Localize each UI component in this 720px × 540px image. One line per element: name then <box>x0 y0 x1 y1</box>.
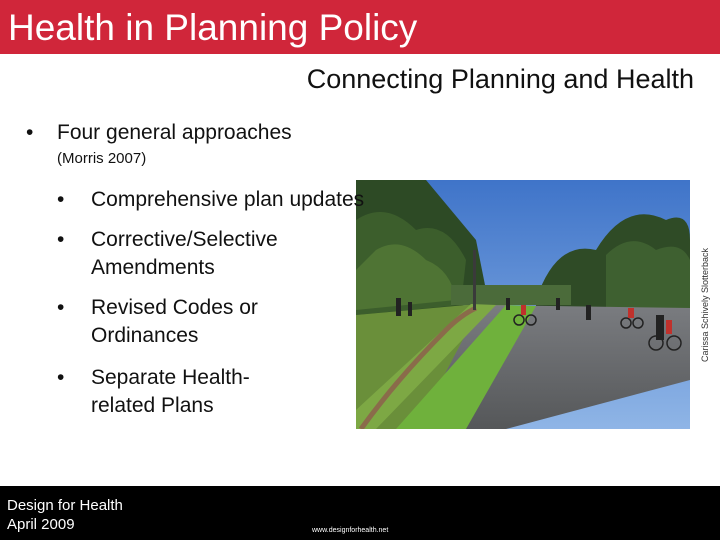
title-bar <box>0 0 720 54</box>
bullet-dot: • <box>26 121 34 144</box>
list-item-text-line2: Ordinances <box>91 324 199 347</box>
bullet-dot: • <box>57 296 65 319</box>
footer-org <box>7 496 123 534</box>
photo-credit <box>690 180 720 429</box>
list-item-text-line2: Amendments <box>91 256 215 279</box>
list-item-text: Separate Health- <box>91 366 250 389</box>
footer-bar <box>0 486 720 540</box>
citation: (Morris 2007) <box>57 150 147 167</box>
bullet-dot: • <box>57 366 65 389</box>
bullet-dot: • <box>57 228 65 251</box>
list-item-text: Comprehensive plan updates <box>91 188 365 211</box>
bullet-dot: • <box>57 188 65 211</box>
park-road-photo <box>356 180 690 429</box>
main-bullet-text: Four general approaches <box>57 121 292 144</box>
footer-org-name: Design for Health <box>7 497 123 514</box>
list-item-text: Revised Codes or <box>91 296 258 319</box>
footer-url: www.designforhealth.net <box>312 527 389 534</box>
slide-title: Health in Planning Policy <box>8 7 418 48</box>
footer-date: April 2009 <box>7 516 75 533</box>
photo-credit-text: Carissa Schively Slotterback <box>700 247 710 362</box>
park-road-image <box>356 180 690 429</box>
list-item-text: Corrective/Selective <box>91 228 278 251</box>
slide-subtitle: Connecting Planning and Health <box>306 64 694 94</box>
list-item-text-line2: related Plans <box>91 394 214 417</box>
